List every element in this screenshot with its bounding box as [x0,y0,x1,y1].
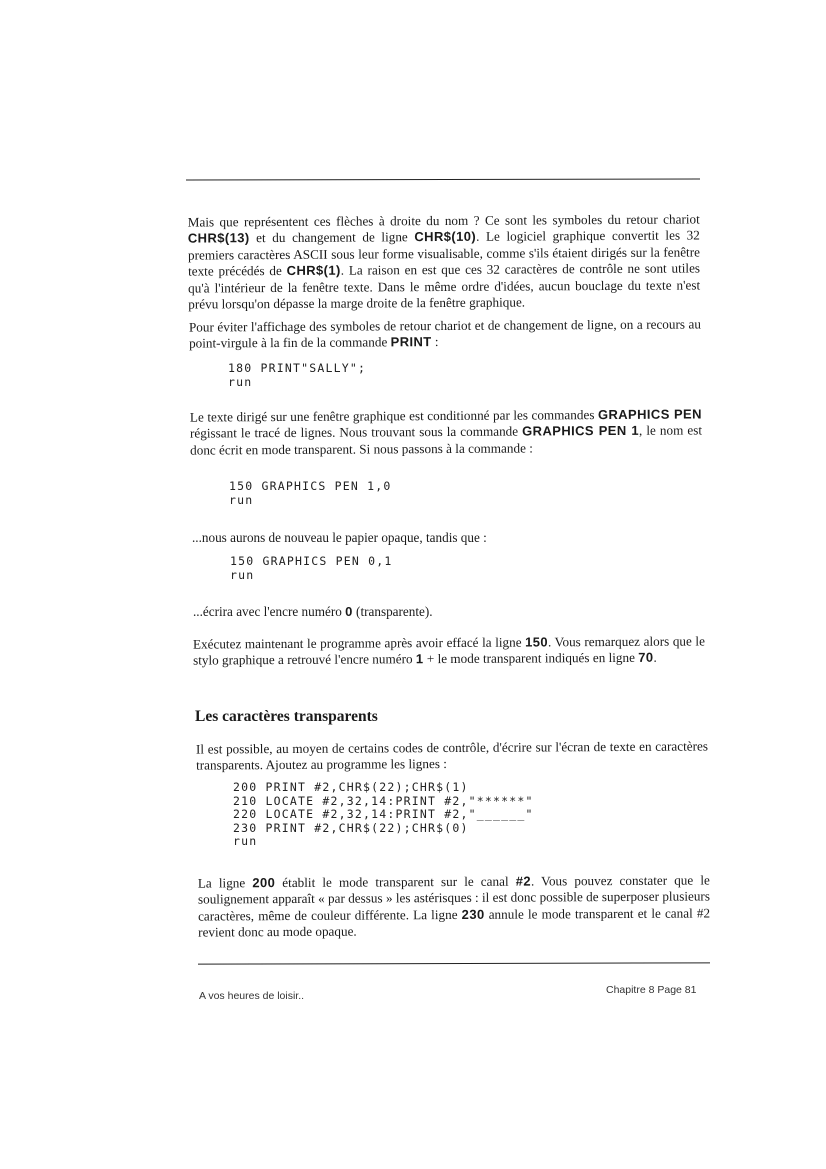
text: + le mode transparent indiqués en ligne [423,650,639,667]
text: #2 [696,905,711,921]
code-listing-4: 200 PRINT #2,CHR$(22);CHR$(1) 210 LOCATE #2,32,14:PRINT #2,"******" 220 LOCATE #2,32,14:PRINT #2,"______" 230 PRINT #2,CHR$(22);CHR$(0) run [233,780,534,849]
text: Exécutez maintenant le programme après avoir effacé la ligne [192,634,526,652]
bold-keyword: 0 [345,604,353,619]
text: . La raison en est que ces 32 caractères de contrôle ne sont utiles qu'à l'intérieur de la fenêtre texte. Dans le même ordre d'idées, aucun bouclage du texte n'est prévu lorsqu'on dépasse la marge droite de la fenêtre graphique. [188,260,701,312]
bold-keyword: CHR$(13) [187,230,250,246]
bold-keyword: 1 [415,651,424,667]
bold-keyword: PRINT [390,334,432,350]
bold-keyword: 150 [525,634,549,650]
paragraph-transparent-chars [196,738,708,774]
text: La ligne [197,875,253,891]
text: (transparente). [352,604,433,619]
section-heading: Les caractères transparents [195,708,378,725]
text: . [653,650,657,666]
text: Le texte dirigé sur une fenêtre graphique est conditionné par les commandes [189,407,598,425]
text: et du changement de ligne [249,229,415,246]
text: Mais que représentent ces flèches à droite du nom ? Ce sont les symboles du retour chariot [187,211,700,230]
paragraph-opaque [192,530,704,546]
bold-keyword: 70 [638,650,654,666]
text: annule le mode transparent et le canal [484,905,697,922]
text: . Le logiciel graphique convertit les 32 premiers caractères ASCII sous leur forme visualisable, comme s'ils étaient dirigés sur la fenêtre texte précédés de [187,227,700,279]
bold-keyword: CHR$(1) [286,262,341,279]
paragraph-chr-explanation [188,211,701,313]
bold-keyword: 230 [461,906,485,922]
text: établit le mode transparent sur le canal [275,873,516,891]
text: ...écrira avec l'encre numéro [193,604,346,619]
code-listing-3: 150 GRAPHICS PEN 0,1 run [230,554,393,582]
paragraph-semicolon [189,316,701,352]
code-listing-2: 150 GRAPHICS PEN 1,0 run [229,479,392,507]
bold-keyword: GRAPHICS PEN 1 [522,423,640,439]
top-rule [186,179,700,181]
bottom-rule [198,962,710,964]
paragraph-execute [193,633,705,669]
bold-keyword: GRAPHICS PEN [597,406,702,423]
bold-keyword: #2 [515,873,531,889]
bold-keyword: CHR$(10) [414,229,477,245]
text: Il est possible, au moyen de certains codes de contrôle, d'écrire sur l'écran de texte en caractères transparents. Ajoutez au programme les lignes : [195,738,708,773]
code-listing-1: 180 PRINT"SALLY"; run [228,361,367,389]
text: . Vous pouvez constater que le soulignement apparaît « par dessus » les astérisques : il est donc possible de superposer plusieurs caractères, même de couleur différente. La ligne [197,872,710,924]
paragraph-line-200 [198,872,710,941]
paragraph-graphics-pen [190,406,702,458]
paragraph-ink-zero [193,604,705,620]
text: régissant le tracé de lignes. Nous trouvant sous la commande [189,423,523,441]
bold-keyword: 200 [252,875,276,891]
footer-left: A vos heures de loisir.. [199,990,305,1002]
text: revient donc au mode opaque. [198,923,357,940]
text: Pour éviter l'affichage des symboles de retour chariot et de changement de ligne, on a recours au point-virgule à la fin de la commande [188,316,701,351]
text: , le nom est donc écrit en mode transparent. Si nous passons à la commande : [190,422,703,458]
text: ...nous aurons de nouveau le papier opaque, tandis que : [192,530,487,545]
text: . Vous remarquez alors que le stylo graphique a retrouvé l'encre numéro [193,633,705,668]
footer-right: Chapitre 8 Page 81 [606,984,697,996]
text: : [431,334,439,350]
